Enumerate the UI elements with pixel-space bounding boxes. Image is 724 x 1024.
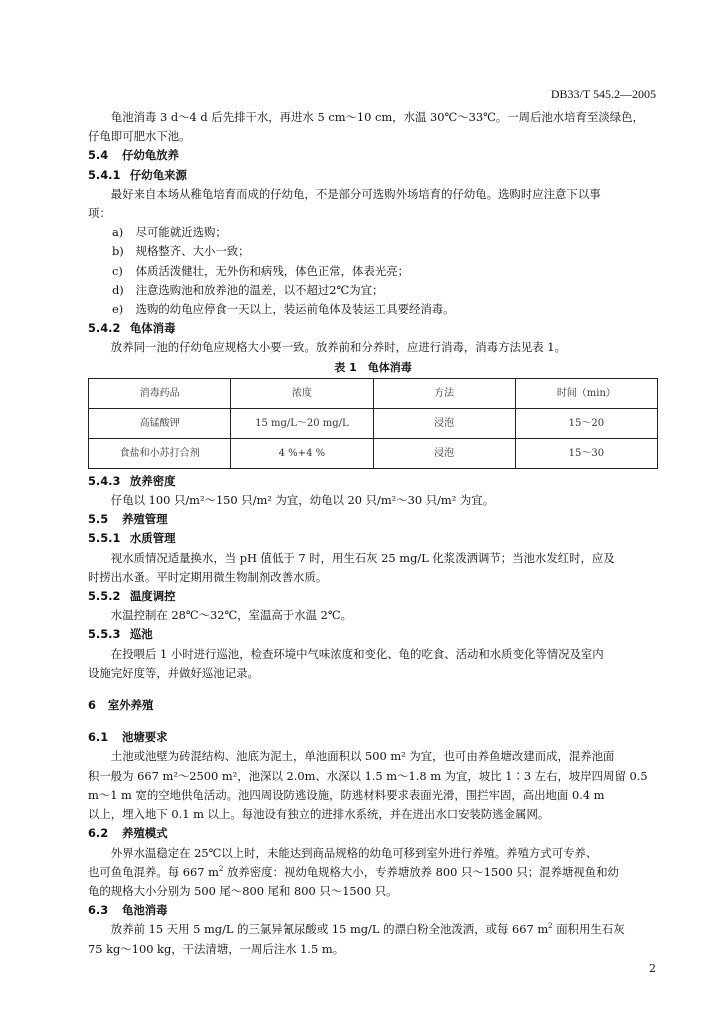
section-heading-6-2: 6.2 养殖模式 xyxy=(88,826,168,841)
paragraph-line: 龟的规格大小分别为 500 尾～800 尾和 800 只～1500 只。 xyxy=(88,883,398,898)
paragraph-line: 土池或池壁为砖混结构、池底为泥土，单池面积以 500 m² 为宜，也可由养鱼塘改建而成，混养池面 xyxy=(110,749,615,764)
list-item: d) 注意选购池和放养池的温差，以不超过2℃为宜； xyxy=(112,282,384,297)
section-heading-6: 6 室外养殖 xyxy=(88,698,154,713)
paragraph-line: 项： xyxy=(88,206,111,221)
paragraph-line: 龟池消毒 3 d～4 d 后先排干水，再进水 5 cm～10 cm，水温 30℃～33℃。一周后池水培育至淡绿色， xyxy=(110,110,644,124)
section-heading-5-5: 5.5 养殖管理 xyxy=(88,512,168,527)
disinfection-table xyxy=(88,378,658,469)
table-row xyxy=(89,438,658,468)
paragraph-line: 最好来自本场从稚龟培育而成的仔幼龟，不是部分可选购外场培育的仔幼龟。选购时应注意下以事 xyxy=(110,186,601,201)
table-title: 表 1 龟体消毒 xyxy=(334,360,412,374)
table-header-cell: 方法 xyxy=(373,378,515,408)
table-cell: 15～20 xyxy=(515,408,657,438)
section-heading-6-1: 6.1 池塘要求 xyxy=(88,730,168,745)
page-number: 2 xyxy=(649,962,656,975)
table-row xyxy=(89,408,658,438)
paragraph-line: 以上，埋入地下 0.1 m 以上。每池设有独立的进排水系统，并在进出水口安装防逃金属网。 xyxy=(88,807,550,822)
section-heading-5-5-1: 5.5.1 水质管理 xyxy=(88,531,176,546)
list-item: e) 选购的幼龟应停食一天以上，装运前龟体及装运工具要经消毒。 xyxy=(112,302,455,317)
section-heading-5-4-1: 5.4.1 仔幼龟来源 xyxy=(88,167,187,182)
paragraph-line: 放养前 15 天用 5 mg/L 的三氯异氰尿酸或 15 mg/L 的漂白粉全池泼洒，或每 667 $m^2$ 面积用生石灰 xyxy=(110,922,625,937)
list-item: b) 规格整齐、大小一致； xyxy=(112,244,250,259)
paragraph-line: 设施完好度等，并做好巡池记录。 xyxy=(88,665,259,680)
paragraph-line: 仔龟即可肥水下池。 xyxy=(88,129,191,144)
page-content xyxy=(88,108,658,959)
section-heading-5-4-2: 5.4.2 龟体消毒 xyxy=(88,321,176,336)
section-heading-5-4-3: 5.4.3 放养密度 xyxy=(88,473,176,488)
section-heading-5-5-2: 5.5.2 温度调控 xyxy=(88,589,176,604)
paragraph-line: 外界水温稳定在 25℃以上时，未能达到商品规格的幼龟可移到室外进行养殖。养殖方式可专养、 xyxy=(110,845,598,860)
table-cell: 高锰酸钾 xyxy=(89,408,231,438)
list-item: c) 体质活泼健壮，无外伤和病残，体色正常，体表光亮； xyxy=(112,263,410,278)
paragraph-line: 视水质情况适量换水，当 pH 值低于 7 时，用生石灰 25 mg/L 化浆泼洒调节；当池水发红时，应及 xyxy=(110,550,615,565)
table-cell: 浸泡 xyxy=(373,408,515,438)
table-header-cell: 消毒药品 xyxy=(89,378,231,408)
paragraph-line: 时捞出水蚤。平时定期用微生物制剂改善水质。 xyxy=(88,569,328,584)
list-item: a) 尽可能就近选购； xyxy=(112,225,227,240)
table-cell: 15 mg/L～20 mg/L xyxy=(231,408,373,438)
paragraph-line: 在投喂后 1 小时进行巡池，检查环境中气味浓度和变化、龟的吃食、活动和水质变化等情况及室内 xyxy=(110,646,604,661)
standard-code: DB33/T 545.2—2005 xyxy=(550,87,656,101)
table-header-cell: 浓度 xyxy=(231,378,373,408)
paragraph-line: 放养同一池的仔幼龟应规格大小要一致。放养前和分养时，应进行消毒，消毒方法见表 1。 xyxy=(110,340,566,355)
table-header-row xyxy=(89,378,658,408)
section-heading-5-4: 5.4 仔幼龟放养 xyxy=(88,148,179,163)
paragraph-line: 也可鱼龟混养。每 667 $m^2$ 放养密度：视幼龟规格大小，专养塘放养 800 只～1500 只；混养塘视鱼和幼 xyxy=(88,864,619,879)
paragraph-line: m～1 m 宽的空地供龟活动。池四周设防逃设施，防逃材料要求表面光滑，围拦牢固，高出地面 0.4 m xyxy=(88,787,605,802)
table-cell: 15～30 xyxy=(515,438,657,468)
table-cell: 浸泡 xyxy=(373,438,515,468)
paragraph-line: 积一般为 667 m²～2500 m²，池深以 2.0m、水深以 1.5 m～1.8 m 为宜，坡比 1∶3 左右，坡岸四周留 0.5 xyxy=(88,768,648,783)
section-heading-5-5-3: 5.5.3 巡池 xyxy=(88,627,153,642)
paragraph-line: 水温控制在 28℃～32℃，室温高于水温 2℃。 xyxy=(110,608,352,623)
paragraph-line: 75 kg～100 kg，干法清塘，一周后注水 1.5 m。 xyxy=(88,941,345,956)
section-heading-6-3: 6.3 龟池消毒 xyxy=(88,903,168,918)
paragraph-line: 仔龟以 100 只/m²～150 只/m² 为宜，幼龟以 20 只/m²～30 只/m² 为宜。 xyxy=(110,493,495,508)
table-header-cell: 时间（min） xyxy=(515,378,657,408)
table-cell: 食盐和小苏打合剂 xyxy=(89,438,231,468)
table-cell: 4 %+4 % xyxy=(231,438,373,468)
